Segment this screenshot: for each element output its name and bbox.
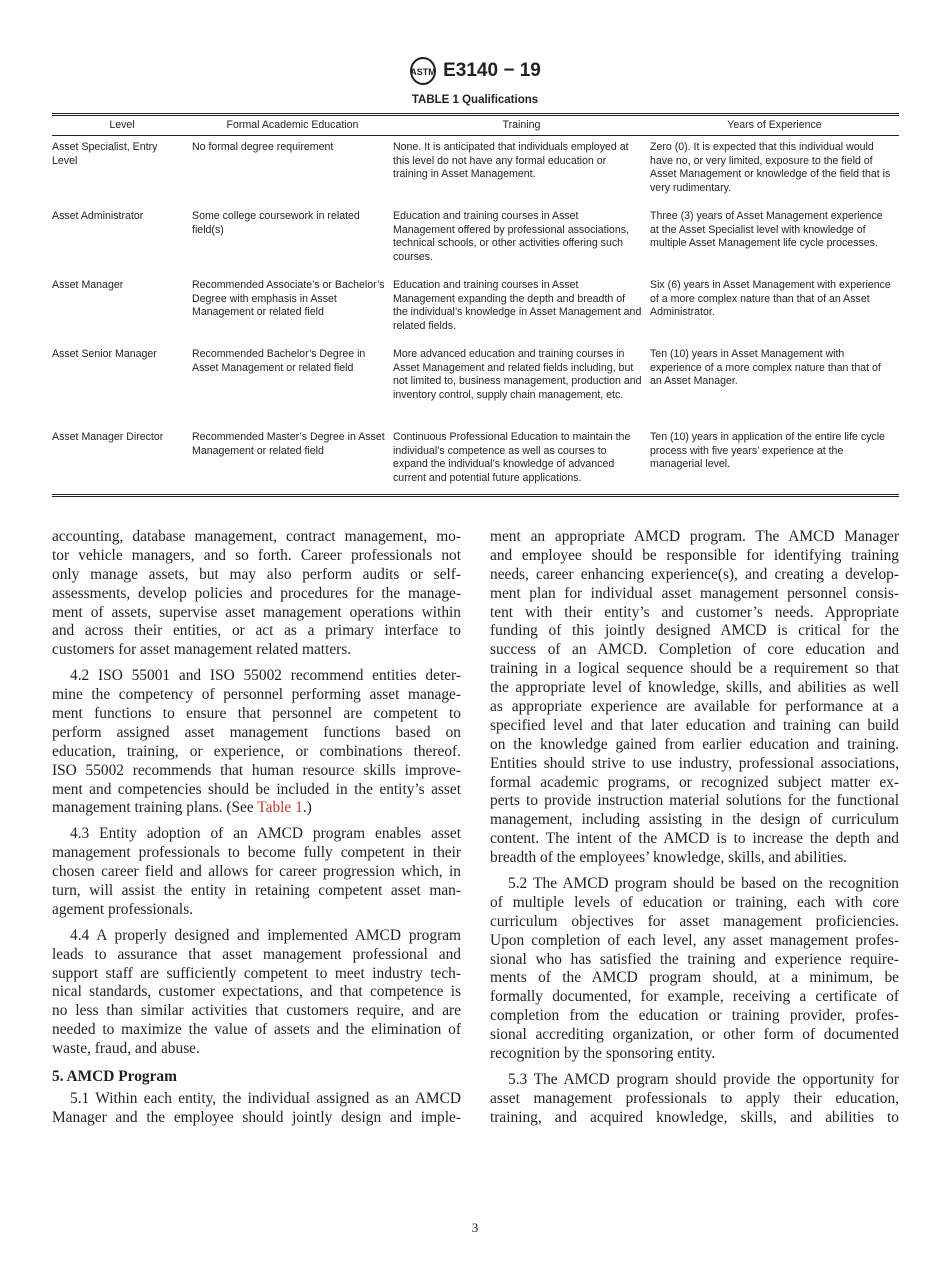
text-line: turn, will assist the entity in retaining competent asset man- bbox=[52, 882, 461, 900]
table-cell: None. It is anticipated that individuals employed at this level do not have any formal education or training in Asset Management. bbox=[393, 140, 629, 181]
astm-logo-icon bbox=[409, 56, 437, 86]
table-cell: Three (3) years of Asset Management experience at the Asset Specialist level with knowledge of multiple Asset Management life cycle processes. bbox=[650, 209, 883, 250]
text-line: sional who has satisfied the training and experience require- bbox=[490, 950, 899, 968]
text-line: curriculum objectives for asset management proficiencies. bbox=[490, 912, 899, 930]
text-line: tent with their entity’s and customer’s needs. Appropriate bbox=[490, 603, 899, 621]
text-line: completion from the education or training provider, profes- bbox=[490, 1007, 899, 1025]
table-title: TABLE 1 Qualifications bbox=[411, 94, 539, 106]
table-cell: Continuous Professional Education to maintain the individual’s competence as well as courses to expand the individual’s knowledge of advanced current and potential future applications. bbox=[393, 430, 631, 485]
text-line: ment functions to ensure that personnel are competent to bbox=[52, 705, 461, 723]
paragraph-5-1 bbox=[52, 1090, 461, 1128]
table-cell: More advanced education and training courses in Asset Management and related fields including, but not limited to, business management, production and inventory control, supply chain management, etc. bbox=[393, 347, 642, 402]
table-row bbox=[52, 343, 899, 426]
table-cell: Asset Administrator bbox=[52, 209, 144, 222]
text-line: specified level and that later education and training can build bbox=[490, 716, 899, 734]
table-cell: Recommended Bachelor’s Degree in Asset Management or related field bbox=[192, 347, 366, 374]
text-line: management training plans. (See Table 1.) bbox=[52, 799, 312, 817]
text-line: the appropriate level of knowledge, skills, and abilities as well bbox=[490, 679, 899, 697]
table-cell: Asset Manager Director bbox=[52, 430, 164, 443]
text-line: 4.2 ISO 55001 and ISO 55002 recommend entities deter- bbox=[70, 667, 461, 685]
paragraph-5-3 bbox=[490, 1071, 899, 1128]
section-5-heading: 5. AMCD Program bbox=[52, 1068, 177, 1086]
text-line: ment and competencies should be included in the entity’s asset bbox=[52, 780, 461, 798]
text-line: no less than similar activities that customers require, and are bbox=[52, 1002, 461, 1020]
table-1-link[interactable]: Table 1 bbox=[257, 799, 303, 817]
table-row bbox=[52, 274, 899, 343]
document-designation: E3140 − 19 bbox=[443, 60, 541, 82]
paragraph-4-4 bbox=[52, 927, 461, 1059]
paragraph-5-1-continuation bbox=[490, 528, 899, 868]
text-line: needs, career enhancing experience(s), and creating a develop- bbox=[490, 565, 899, 583]
text-line: ISO 55002 recommends that human resource skills improve- bbox=[52, 761, 461, 779]
text-line: waste, fraud, and abuse. bbox=[52, 1040, 200, 1058]
paragraph-5-2 bbox=[490, 875, 899, 1064]
text-line: only manage assets, but may also perform audits or self- bbox=[52, 565, 461, 583]
text-line: perts to provide instruction material solutions for the functional bbox=[490, 792, 899, 810]
svg-text:ASTM: ASTM bbox=[410, 67, 436, 77]
text-line: asset management professionals to apply their education, bbox=[490, 1089, 899, 1107]
text-line: support staff are sufficiently competent to meet industry tech- bbox=[52, 964, 461, 982]
table-cell: Asset Specialist, Entry Level bbox=[52, 140, 158, 167]
table-cell: Recommended Master’s Degree in Asset Management or related field bbox=[192, 430, 385, 457]
text-line: chosen career field and allows for career progression which, in bbox=[52, 863, 461, 881]
text-line: needed to maximize the value of assets and the elimination of bbox=[52, 1021, 461, 1039]
column-header: Formal Academic Education bbox=[226, 119, 359, 131]
qualifications-table bbox=[52, 113, 899, 497]
text-line: breadth of the employees’ knowledge, skills, and abilities. bbox=[490, 849, 848, 867]
page-number: 3 bbox=[471, 1220, 479, 1235]
table-row bbox=[52, 136, 899, 205]
text-line: mine the competency of personnel performing asset manage- bbox=[52, 686, 461, 704]
text-line: ment of assets, supervise asset management operations within bbox=[52, 603, 461, 621]
column-header: Level bbox=[109, 119, 135, 131]
text-line: tor vehicle managers, and so forth. Career professionals not bbox=[52, 546, 461, 564]
text-line: ment an appropriate AMCD program. The AMCD Manager bbox=[490, 528, 899, 545]
text-line: of multiple levels of education or training, each with core bbox=[490, 893, 899, 911]
text-line: ment plan for individual asset management personnel consis- bbox=[490, 584, 899, 602]
text-line: training, and acquired knowledge, skills, and abilities to bbox=[490, 1108, 899, 1126]
text-line: ments of the AMCD program should, at a minimum, be bbox=[490, 969, 899, 987]
text-line: management, including assisting in the design of curriculum bbox=[490, 811, 899, 829]
text-line: customers for asset management related matters. bbox=[52, 641, 352, 659]
text-line: education, training, or experience, or combinations thereof. bbox=[52, 742, 461, 760]
table-cell: Education and training courses in Asset Management expanding the depth and breadth of the individual’s knowledge in Asset Management and related fields. bbox=[393, 278, 642, 333]
text-line: recognition by the sponsoring entity. bbox=[490, 1045, 716, 1063]
text-line: 5.2 The AMCD program should be based on the recognition bbox=[508, 875, 899, 893]
text-line: nical standards, customer expectations, and that competence is bbox=[52, 983, 461, 1001]
table-cell: Asset Manager bbox=[52, 278, 124, 291]
text-line: training in a logical sequence should be a requirement so that bbox=[490, 660, 899, 678]
text-line: formally documented, for example, receiving a certificate of bbox=[490, 988, 899, 1006]
text-line: on the knowledge gained from earlier education and training. bbox=[490, 735, 899, 753]
text-line: Manager and the employee should jointly design and imple- bbox=[52, 1108, 461, 1126]
table-row bbox=[52, 205, 899, 274]
text-line: assessments, develop policies and procedures for the manage- bbox=[52, 584, 461, 602]
text-line: agement professionals. bbox=[52, 900, 194, 918]
table-cell: Recommended Associate’s or Bachelor’s Degree with emphasis in Asset Management or related field bbox=[192, 278, 385, 319]
column-header: Years of Experience bbox=[727, 119, 822, 131]
text-line: content. The intent of the AMCD is to increase the depth and bbox=[490, 830, 899, 848]
text-line: accounting, database management, contract management, mo- bbox=[52, 528, 461, 545]
text-line: management professionals to become fully competent in their bbox=[52, 844, 461, 862]
text-line: 4.3 Entity adoption of an AMCD program enables asset bbox=[70, 825, 461, 843]
text-line: perform assigned asset management functions based on bbox=[52, 723, 461, 741]
text-line: 4.4 A properly designed and implemented AMCD program bbox=[70, 926, 461, 944]
text-line: sional accrediting organization, or other form of documented bbox=[490, 1026, 899, 1044]
left-text-column bbox=[52, 528, 461, 1135]
text-line: leads to assurance that asset management professional and bbox=[52, 945, 461, 963]
paragraph-4-3 bbox=[52, 825, 461, 919]
text-line: success of an AMCD. Completion of core education and bbox=[490, 641, 899, 659]
paragraph-4-1-continuation bbox=[52, 528, 461, 660]
text-line: as appropriate experience are available for performance at a bbox=[490, 698, 899, 716]
text-line: and employee should be responsible for identifying training bbox=[490, 546, 899, 564]
table-cell: Education and training courses in Asset Management offered by professional associations, technical schools, or other activities offering such courses. bbox=[393, 209, 629, 264]
text-line: funding of this jointly designed AMCD is critical for the bbox=[490, 622, 899, 640]
page-header bbox=[0, 56, 950, 86]
text-line: 5.3 The AMCD program should provide the opportunity for bbox=[508, 1070, 899, 1088]
table-cell: Ten (10) years in application of the entire life cycle process with five years’ experience at the managerial level. bbox=[650, 430, 885, 471]
table-cell: Six (6) years in Asset Management with experience of a more complex nature than that of an Asset Administrator. bbox=[650, 278, 891, 319]
text-line: 5.1 Within each entity, the individual assigned as an AMCD bbox=[70, 1089, 461, 1107]
text-line: Entities should strive to use industry, professional associations, bbox=[490, 754, 899, 772]
text-line: formal academic programs, or recognized subject matter ex- bbox=[490, 773, 899, 791]
table-cell: Some college coursework in related field(s) bbox=[192, 209, 360, 236]
column-header: Training bbox=[502, 119, 541, 131]
table-header-row bbox=[52, 116, 899, 136]
paragraph-4-2 bbox=[52, 667, 461, 818]
table-row bbox=[52, 426, 899, 494]
table-cell: No formal degree requirement bbox=[192, 140, 334, 153]
text-line: Upon completion of each level, any asset management profes- bbox=[490, 931, 899, 949]
text-line: and across their entities, or act as a primary interface to bbox=[52, 622, 461, 640]
right-text-column bbox=[490, 528, 899, 1135]
table-cell: Ten (10) years in Asset Management with experience of a more complex nature than that of an Asset Manager. bbox=[650, 347, 881, 388]
table-cell: Asset Senior Manager bbox=[52, 347, 157, 360]
table-cell: Zero (0). It is expected that this individual would have no, or very limited, exposure to the field of Asset Management or knowledge of the field that is very rudimentary. bbox=[650, 140, 891, 195]
